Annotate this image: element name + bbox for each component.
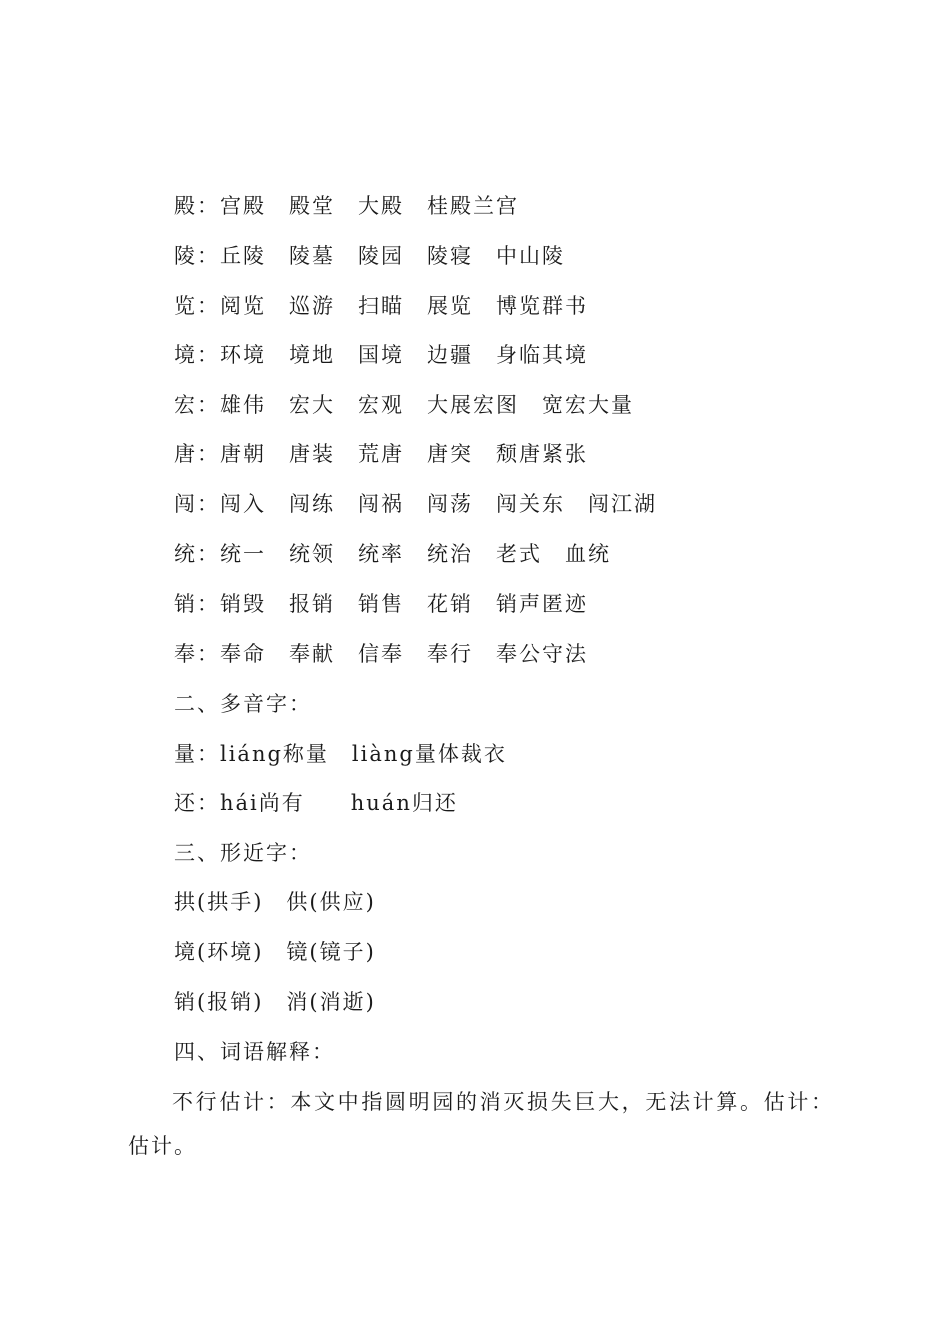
vocab-line-10: 奉：奉命 奉献 信奉 奉行 奉公守法 <box>174 642 588 666</box>
polyphone-line-2: 还：hái尚有 huán归还 <box>174 791 458 815</box>
polyphone-line-1: 量：liáng称量 liàng量体裁衣 <box>174 742 507 766</box>
similar-line-2: 境(环境) 镜(镜子) <box>174 940 376 964</box>
vocab-line-8: 统：统一 统领 统率 统治 老式 血统 <box>174 542 611 566</box>
vocab-line-7: 闯：闯入 闯练 闯祸 闯荡 闯关东 闯江湖 <box>174 492 657 516</box>
similar-line-3: 销(报销) 消(消逝) <box>174 990 376 1014</box>
vocab-line-9: 销：销毁 报销 销售 花销 销声匿迹 <box>174 592 588 616</box>
vocab-line-3: 览：阅览 巡游 扫瞄 展览 博览群书 <box>174 294 588 318</box>
section-heading-polyphone: 二、多音字： <box>174 692 312 716</box>
explanation-paragraph: 不行估计：本文中指圆明园的消灭损失巨大，无法计算。估计：估计。 <box>128 1090 834 1158</box>
vocab-line-6: 唐：唐朝 唐装 荒唐 唐突 颓唐紧张 <box>174 442 588 466</box>
similar-line-1: 拱(拱手) 供(供应) <box>174 890 376 914</box>
vocab-line-1: 殿：宫殿 殿堂 大殿 桂殿兰宫 <box>174 194 519 218</box>
section-heading-similar: 三、形近字： <box>174 841 312 865</box>
vocab-line-5: 宏：雄伟 宏大 宏观 大展宏图 宽宏大量 <box>174 393 634 417</box>
section-heading-explain: 四、词语解释： <box>174 1040 335 1064</box>
vocab-line-2: 陵：丘陵 陵墓 陵园 陵寝 中山陵 <box>174 244 565 268</box>
vocab-line-4: 境：环境 境地 国境 边疆 身临其境 <box>174 343 588 367</box>
